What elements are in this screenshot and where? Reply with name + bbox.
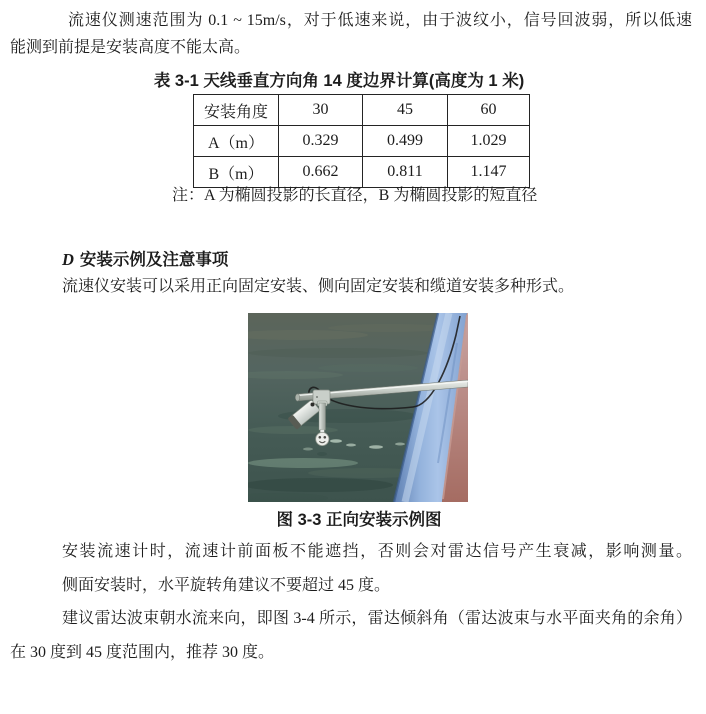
paragraph-side-install: 侧面安装时，水平旋转角建议不要超过 45 度。 bbox=[62, 577, 391, 594]
installation-photo-graphic bbox=[248, 313, 468, 502]
table-row bbox=[194, 157, 530, 188]
figure-caption: 图 3-3 正向安装示例图 bbox=[276, 511, 442, 529]
section-title: 安装示例及注意事项 bbox=[79, 251, 229, 269]
table-row-label: B（m） bbox=[194, 157, 279, 188]
table-cell: 0.329 bbox=[279, 126, 363, 157]
table-row bbox=[194, 126, 530, 157]
table-cell: 0.499 bbox=[363, 126, 448, 157]
boundary-calculation-table bbox=[193, 94, 530, 188]
table-header-cell: 30 bbox=[279, 95, 363, 126]
paragraph-beam-direction-line1: 建议雷达波束朝水流来向，即图 3-4 所示，雷达倾斜角（雷达波束与水平面夹角的余角） bbox=[62, 610, 692, 627]
section-heading bbox=[62, 250, 228, 270]
table-cell: 1.147 bbox=[448, 157, 530, 188]
table-header-cell: 安装角度 bbox=[194, 95, 279, 126]
table-cell: 0.662 bbox=[279, 157, 363, 188]
table-header-cell: 45 bbox=[363, 95, 448, 126]
section-letter: D bbox=[62, 250, 74, 269]
cable-connector bbox=[311, 403, 315, 407]
table-header-cell: 60 bbox=[448, 95, 530, 126]
table-cell: 1.029 bbox=[448, 126, 530, 157]
paragraph-install-types: 流速仪安装可以采用正向固定安装、侧向固定安装和缆道安装多种形式。 bbox=[62, 278, 575, 295]
paragraph-speed-range-line2: 能测到前提是安装高度不能太高。 bbox=[10, 39, 251, 56]
table-row-label: A（m） bbox=[194, 126, 279, 157]
round-sensor-head bbox=[316, 432, 329, 445]
paragraph-front-panel: 安装流速计时，流速计前面板不能遮挡，否则会对雷达信号产生衰减，影响测量。 bbox=[62, 543, 692, 560]
table-title: 表 3-1 天线垂直方向角 14 度边界计算(高度为 1 米) bbox=[153, 72, 525, 90]
table-note: 注：A 为椭圆投影的长直径，B 为椭圆投影的短直径 bbox=[172, 187, 538, 204]
table-cell: 0.811 bbox=[363, 157, 448, 188]
vertical-rod bbox=[318, 401, 328, 433]
table-header-row bbox=[194, 95, 530, 126]
paragraph-beam-direction-line2: 在 30 度到 45 度范围内，推荐 30 度。 bbox=[10, 644, 275, 661]
installation-photo bbox=[248, 313, 468, 502]
paragraph-speed-range-line1: 流速仪测速范围为 0.1 ~ 15m/s，对于低速来说，由于波纹小，信号回波弱，所以低速 bbox=[68, 12, 692, 29]
